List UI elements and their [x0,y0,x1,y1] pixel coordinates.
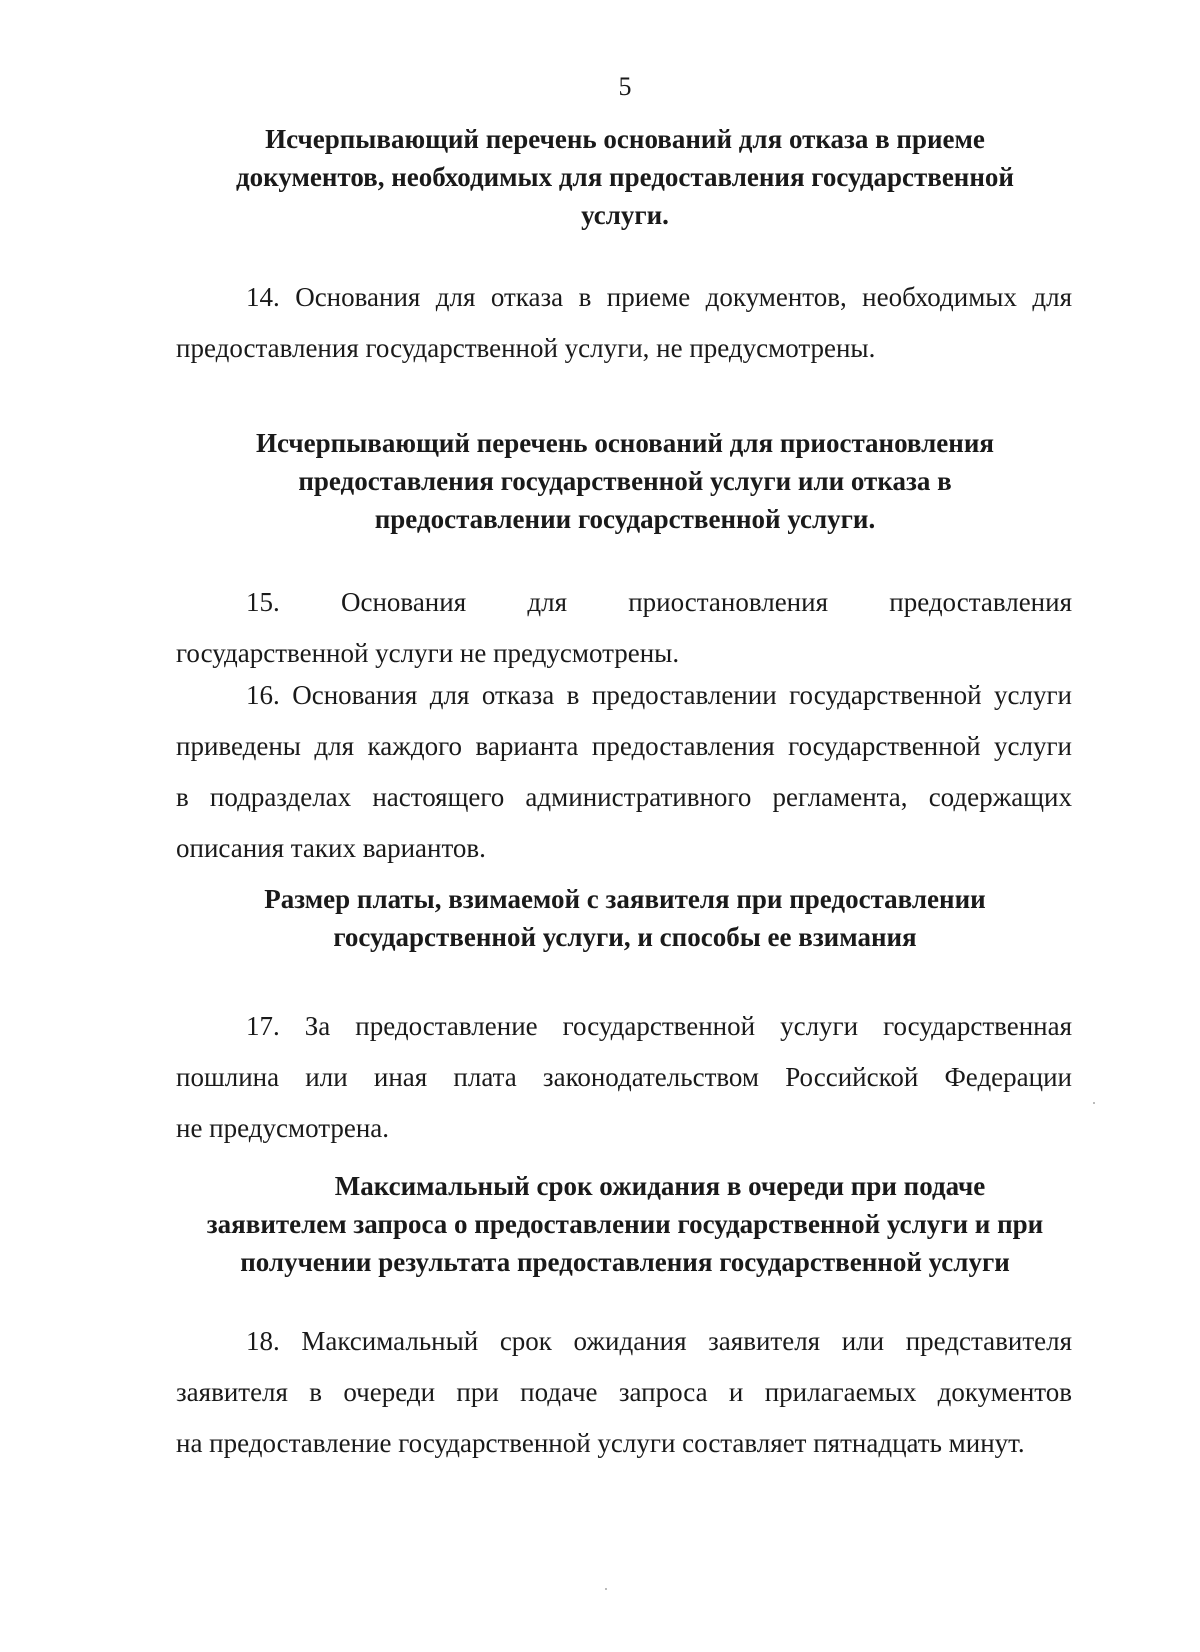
paragraph-14 [176,272,1072,374]
paragraph-line: приведены для каждого варианта предоставления государственной услуги [176,731,1072,761]
paragraph-line: 17. За предоставление государственной услуги государственная [246,1011,1072,1041]
heading-line: Максимальный срок ожидания в очереди при подаче [334,1171,986,1201]
paragraph-17 [176,1001,1072,1154]
heading-line: услуги. [581,200,669,230]
paragraph-line: государственной услуги не предусмотрены. [176,638,680,668]
paragraph-line: 16. Основания для отказа в предоставлении государственной услуги [246,680,1072,710]
paragraph-line: в подразделах настоящего административного регламента, содержащих [176,782,1072,812]
paragraph-line: предоставления государственной услуги, не предусмотрены. [176,333,876,363]
paragraph-16 [176,670,1072,874]
page-number: 5 [618,72,632,101]
paragraph-line: 14. Основания для отказа в приеме документов, необходимых для [246,282,1072,312]
heading-line: документов, необходимых для предоставления государственной [236,162,1014,192]
section-heading-suspension-or-refusal [200,424,1050,538]
heading-line: предоставлении государственной услуги. [374,504,876,534]
paragraph-line: на предоставление государственной услуги составляет пятнадцать минут. [176,1428,1025,1458]
paragraph-line: пошлина или иная плата законодательством Российской Федерации [176,1062,1072,1092]
paragraph-18 [176,1316,1072,1469]
heading-line: предоставления государственной услуги или отказа в [298,466,952,496]
paragraph-line: не предусмотрена. [176,1113,390,1143]
heading-line: получении результата предоставления государственной услуги [240,1247,1010,1277]
heading-line: заявителем запроса о предоставлении государственной услуги и при [206,1209,1044,1239]
paragraph-line: 18. Максимальный срок ожидания заявителя или представителя [246,1326,1072,1356]
paragraph-15 [176,577,1072,679]
paragraph-line: описания таких вариантов. [176,833,486,863]
scan-speck [1093,1102,1095,1104]
paragraph-line: 15. Основания для приостановления предоставления [246,587,1072,617]
heading-line: Исчерпывающий перечень оснований для отказа в приеме [265,124,985,154]
heading-line: Размер платы, взимаемой с заявителя при предоставлении [264,884,986,914]
heading-line: Исчерпывающий перечень оснований для приостановления [255,428,995,458]
heading-line: государственной услуги, и способы ее взимания [333,922,917,952]
section-heading-fee [200,880,1050,956]
section-heading-refusal-of-documents [200,120,1050,234]
section-heading-max-waiting-time [200,1167,1050,1281]
paragraph-line: заявителя в очереди при подаче запроса и прилагаемых документов [176,1377,1072,1407]
scan-speck [605,1588,607,1590]
